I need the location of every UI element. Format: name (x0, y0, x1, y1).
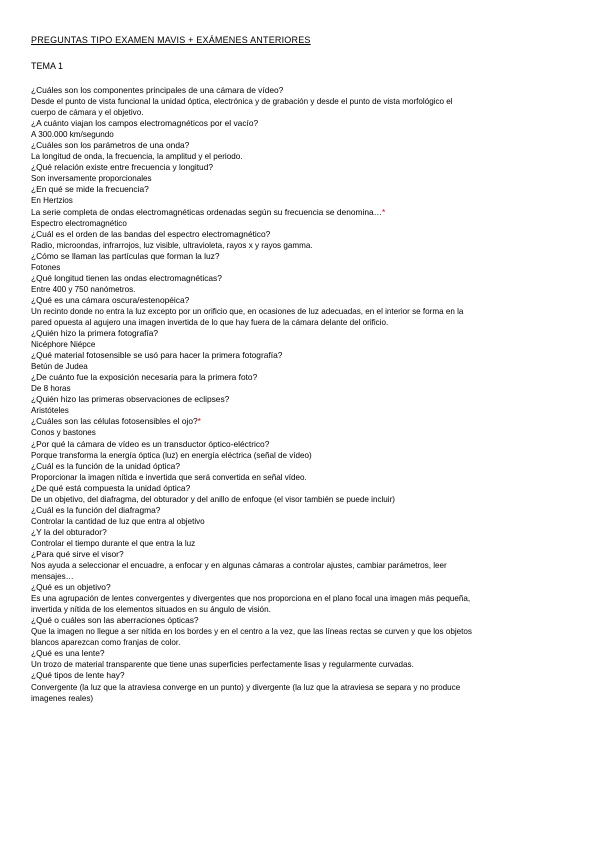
question-text: ¿Cuáles son los parámetros de una onda? (31, 140, 190, 151)
topic-heading: TEMA 1 (31, 61, 64, 71)
question-line (31, 461, 531, 472)
answer-line (31, 693, 531, 704)
question-text: ¿Para qué sirve el visor? (31, 548, 124, 559)
answer-text: Un trozo de material transparente que tiene unas superficies perfectamente lisas y regularmente curvadas. (31, 660, 414, 670)
answer-text: Aristóteles (31, 406, 69, 416)
answer-text: De un objetivo, del diafragma, del obturador y del anillo de enfoque (el visor también se puede incluir) (31, 494, 395, 504)
answer-text: A 300.000 km/segundo (31, 130, 114, 140)
answer-line (31, 339, 531, 350)
question-text: ¿Qué material fotosensible se usó para hacer la primera fotografía? (31, 350, 283, 361)
question-text: ¿Cómo se llaman las partículas que forman la luz? (31, 250, 220, 261)
question-line (31, 162, 531, 173)
answer-text: Es una agrupación de lentes convergentes y divergentes que nos proporciona en el plano focal una imagen más pequeña, (31, 594, 471, 604)
question-text: ¿Qué relación existe entre frecuencia y longitud? (31, 162, 214, 173)
qa-list (31, 85, 531, 704)
question-line (31, 648, 531, 659)
question-line (31, 394, 531, 405)
answer-text: De 8 horas (31, 384, 71, 394)
question-line (31, 251, 531, 262)
answer-line (31, 173, 531, 184)
answer-text: Proporcionar la imagen nítida e invertida que será convertida en señal vídeo. (31, 472, 307, 482)
question-text: ¿En qué se mide la frecuencia? (31, 184, 149, 195)
answer-text: Porque transforma la energía óptica (luz) en energía eléctrica (señal de vídeo) (31, 450, 312, 460)
answer-line (31, 538, 531, 549)
answer-text: imagenes reales) (31, 693, 94, 703)
answer-line (31, 306, 531, 317)
question-text: ¿Cuál es la función de la unidad óptica? (31, 460, 180, 471)
answer-text: cuerpo de cámara y el objetivo. (31, 108, 144, 118)
answer-text: Radio, microondas, infrarrojos, luz visible, ultravioleta, rayos x y rayos gamma. (31, 240, 313, 250)
question-text: ¿Quién hizo la primera fotografía? (31, 328, 159, 339)
document-title: PREGUNTAS TIPO EXAMEN MAVIS + EXÁMENES ANTERIORES (31, 35, 311, 45)
answer-text: Que la imagen no llegue a ser nítida en los bordes y en el centro a la vez, que las líneas rectas se curven y que los objetos (31, 627, 472, 637)
question-text: ¿Cuáles son las células fotosensibles el ojo? (31, 416, 198, 427)
answer-line (31, 682, 531, 693)
answer-text: blancos aparezcan como franjas de color. (31, 638, 181, 648)
question-text: ¿Cuáles son los componentes principales de una cámara de vídeo? (31, 85, 284, 95)
question-line (31, 549, 531, 560)
answer-text: pared opuesta al agujero una imagen invertida de lo que hay fuera de la cámara delante del orificio. (31, 317, 389, 327)
answer-line (31, 361, 531, 372)
question-text: ¿Cuál es el orden de las bandas del espectro electromagnético? (31, 228, 271, 239)
answer-text: Fotones (31, 262, 61, 272)
answer-line (31, 626, 531, 637)
question-text: ¿Qué longitud tienen las ondas electromagnéticas? (31, 272, 222, 283)
asterisk-mark: * (382, 206, 386, 217)
answer-text: invertida y nítida de los elementos situados en su ángulo de visión. (31, 605, 271, 615)
question-line (31, 184, 531, 195)
question-line (31, 207, 531, 218)
question-line (31, 295, 531, 306)
answer-text: Betún de Judea (31, 362, 88, 372)
question-line (31, 483, 531, 494)
answer-line (31, 317, 531, 328)
question-text: ¿De qué está compuesta la unidad óptica? (31, 482, 191, 493)
answer-line (31, 96, 531, 107)
answer-text: Convergente (la luz que la atraviesa converge en un punto) y divergente (la luz que la atraviesa se separa y no produce (31, 682, 461, 692)
answer-text: Espectro electromagnético (31, 218, 127, 228)
answer-line (31, 604, 531, 615)
question-line (31, 670, 531, 681)
answer-line (31, 218, 531, 229)
question-text: ¿De cuánto fue la exposición necesaria para la primera foto? (31, 372, 258, 383)
answer-line (31, 659, 531, 670)
answer-line (31, 427, 531, 438)
answer-text: Nos ayuda a seleccionar el encuadre, a enfocar y en algunas cámaras a controlar ajustes, cambiar parámetros, leer (31, 561, 447, 571)
answer-line (31, 472, 531, 483)
answer-line (31, 129, 531, 140)
question-text: La serie completa de ondas electromagnéticas ordenadas según su frecuencia se denomina… (31, 206, 383, 217)
answer-line (31, 560, 531, 571)
question-text: ¿Qué es una cámara oscura/estenopéica? (31, 294, 190, 305)
question-text: ¿Por qué la cámara de vídeo es un transductor óptico-eléctrico? (31, 438, 270, 449)
question-line (31, 118, 531, 129)
answer-line (31, 240, 531, 251)
question-line (31, 229, 531, 240)
answer-text: La longitud de onda, la frecuencia, la amplitud y el periodo. (31, 152, 243, 162)
answer-text: Desde el punto de vista funcional la unidad óptica, electrónica y de grabación y desde el punto de vista morfológico el (31, 97, 453, 107)
question-text: ¿Cuál es la función del diafragma? (31, 504, 161, 515)
question-line (31, 615, 531, 626)
answer-line (31, 195, 531, 206)
answer-text: Nicéphore Niépce (31, 340, 96, 350)
question-line (31, 140, 531, 151)
answer-text: Conos y bastones (31, 428, 96, 438)
question-text: ¿A cuánto viajan los campos electromagnéticos por el vacío? (31, 118, 259, 129)
question-text: ¿Quién hizo las primeras observaciones de eclipses? (31, 394, 230, 405)
answer-line (31, 571, 531, 582)
question-line (31, 416, 531, 427)
question-text: ¿Qué es un objetivo? (31, 582, 111, 593)
asterisk-mark: * (197, 416, 201, 427)
question-text: ¿Qué o cuáles son las aberraciones ópticas? (31, 615, 199, 626)
answer-text: Entre 400 y 750 nanómetros. (31, 284, 136, 294)
answer-text: Son inversamente proporcionales (31, 174, 152, 184)
answer-text: mensajes… (31, 572, 74, 582)
answer-line (31, 593, 531, 604)
answer-line (31, 637, 531, 648)
question-text: ¿Qué es una lente? (31, 648, 105, 659)
answer-text: Controlar la cantidad de luz que entra al objetivo (31, 516, 205, 526)
answer-line (31, 383, 531, 394)
answer-line (31, 450, 531, 461)
question-line (31, 505, 531, 516)
question-line (31, 527, 531, 538)
answer-line (31, 516, 531, 527)
question-line (31, 439, 531, 450)
question-line (31, 372, 531, 383)
answer-line (31, 284, 531, 295)
answer-text: Un recinto donde no entra la luz excepto por un orificio que, en ocasiones de luz adecuadas, en el interior se forma en la (31, 306, 464, 316)
answer-line (31, 107, 531, 118)
answer-text: Controlar el tiempo durante el que entra la luz (31, 538, 196, 548)
question-line (31, 85, 531, 96)
question-text: ¿Y la del obturador? (31, 526, 107, 537)
question-line (31, 582, 531, 593)
answer-line (31, 405, 531, 416)
answer-line (31, 262, 531, 273)
answer-text: En Hertzios (31, 196, 73, 206)
question-text: ¿Qué tipos de lente hay? (31, 670, 125, 681)
answer-line (31, 494, 531, 505)
question-line (31, 273, 531, 284)
answer-line (31, 151, 531, 162)
question-line (31, 328, 531, 339)
question-line (31, 350, 531, 361)
